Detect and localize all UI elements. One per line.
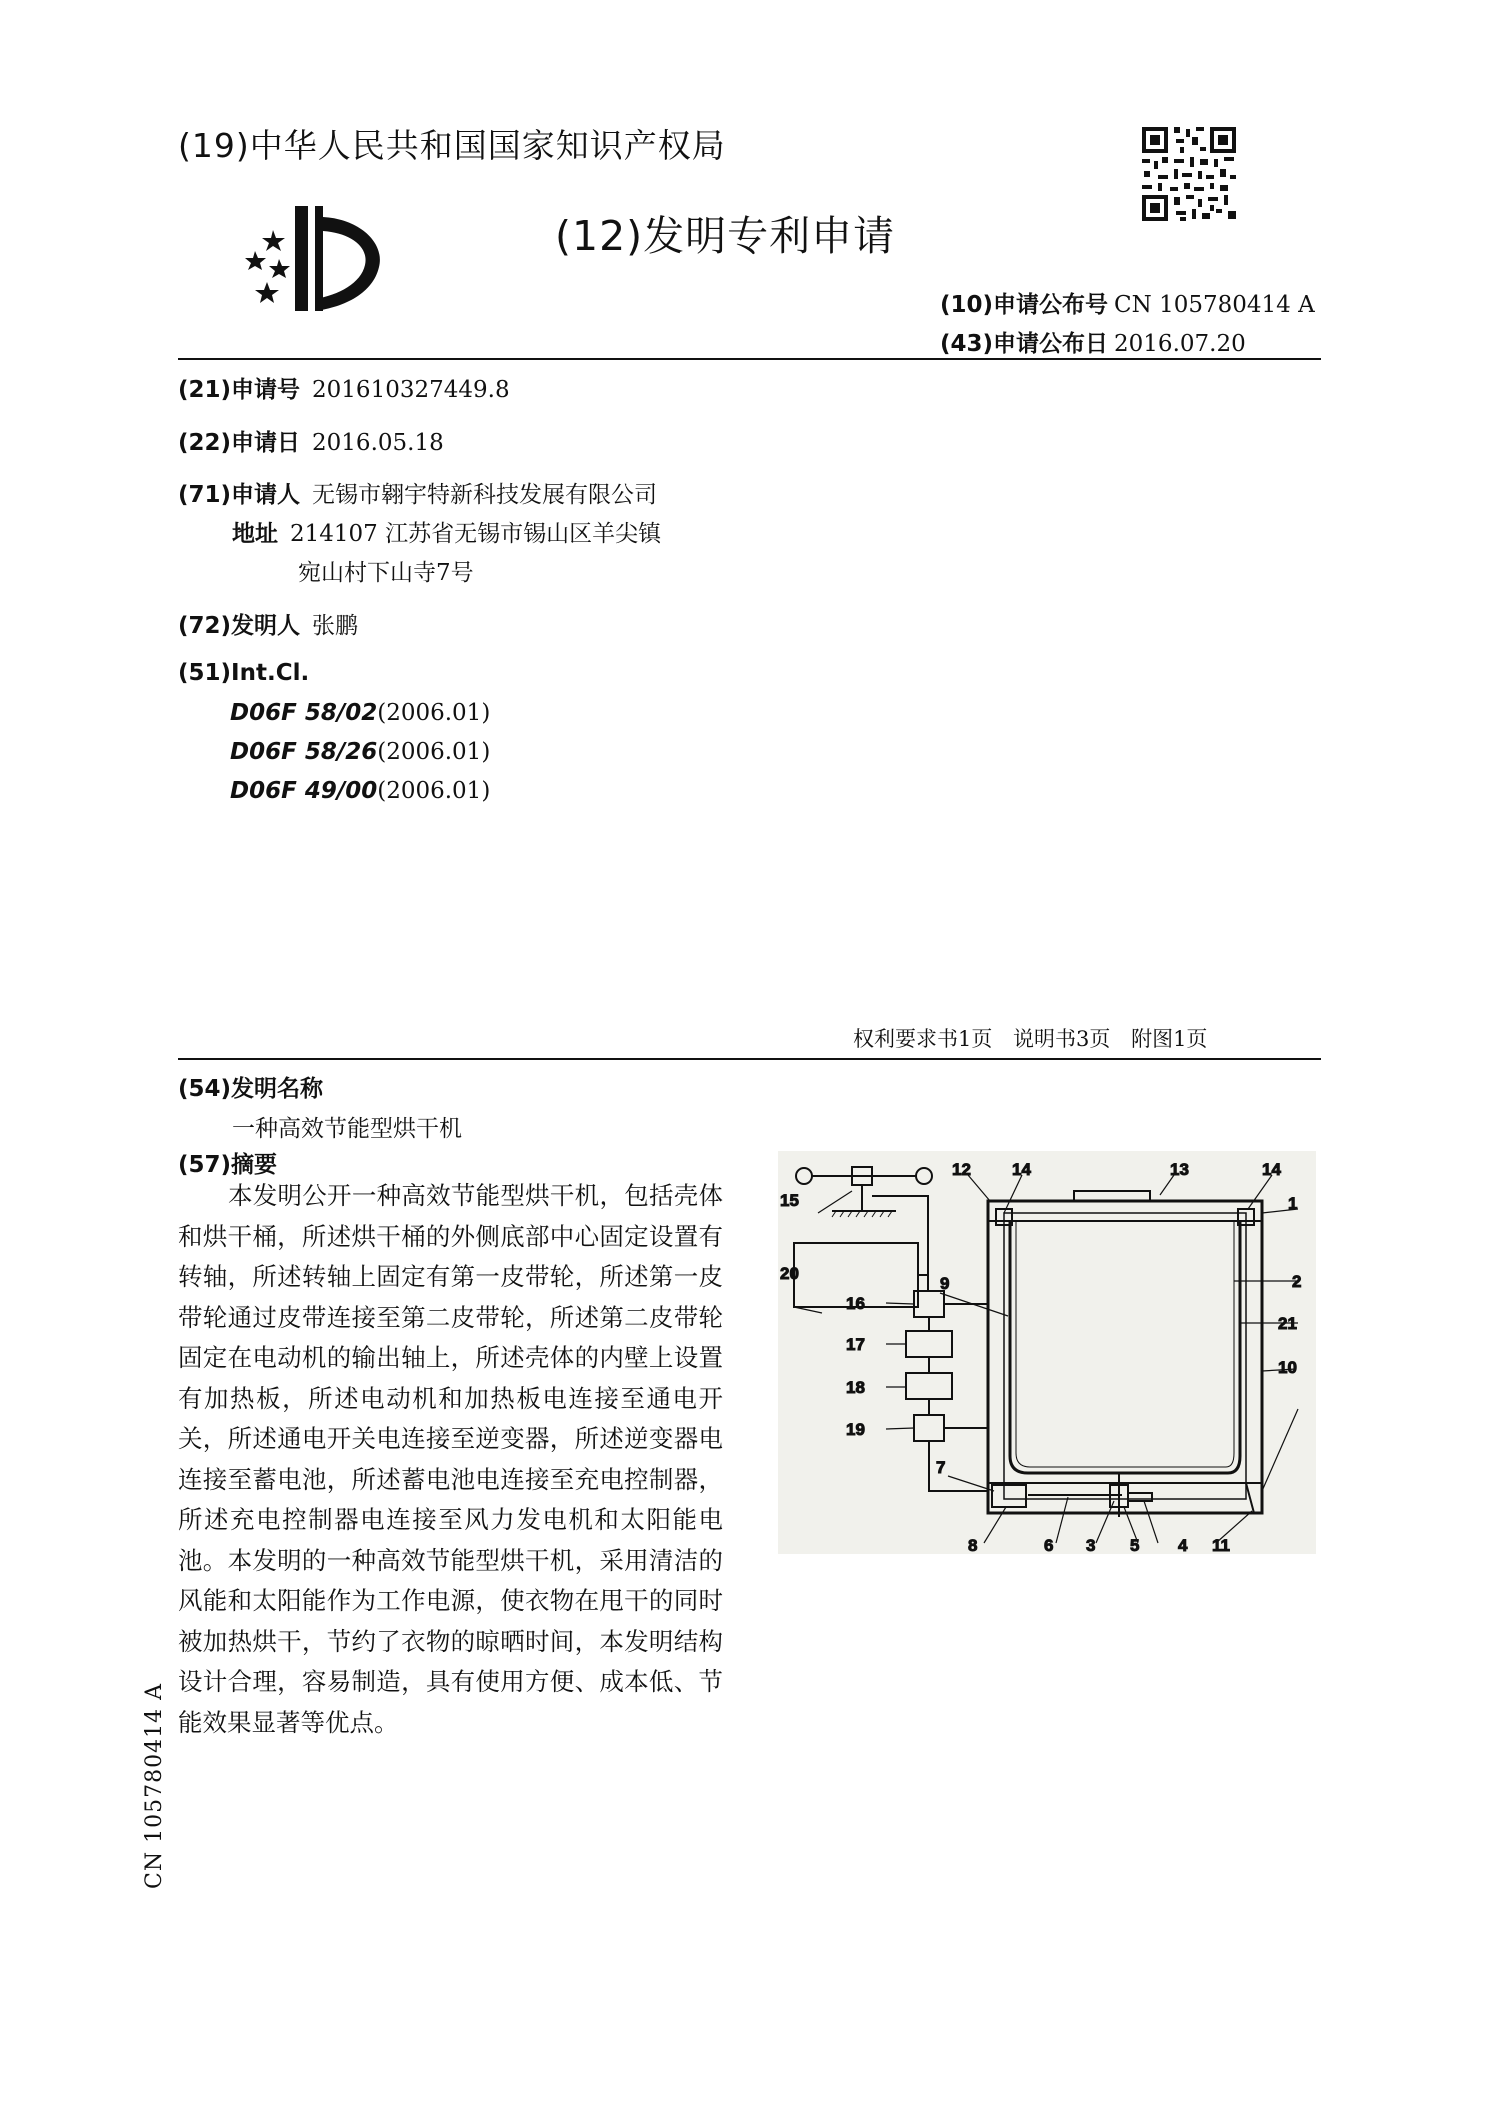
- abstract-figure: [778, 1151, 1316, 1554]
- address-label: 地址: [232, 521, 278, 547]
- figure-label: 21: [1278, 1314, 1297, 1333]
- classification-code: D06F 58/02: [230, 700, 378, 726]
- application-number: 201610327449.8: [312, 377, 510, 403]
- inventor: 张鹏: [312, 613, 359, 639]
- address-line-1: 214107 江苏省无锡市锡山区羊尖镇: [290, 521, 662, 547]
- figure-label: 12: [952, 1160, 971, 1179]
- invention-title: 一种高效节能型烘干机: [232, 1116, 462, 1142]
- address-row: [232, 515, 661, 548]
- int-cl-label: (51)Int.Cl.: [178, 660, 310, 686]
- figure-label: 17: [846, 1335, 865, 1354]
- applicant: 无锡市翱宇特新科技发展有限公司: [312, 482, 658, 508]
- figure-label: 1: [1288, 1194, 1298, 1213]
- applicant-label: (71)申请人: [178, 482, 301, 508]
- classification-row: [230, 778, 490, 804]
- title-label: (54)发明名称: [178, 1076, 324, 1102]
- classification-version: (2006.01): [377, 778, 491, 804]
- drying-drum: [1010, 1221, 1240, 1473]
- qr-code: [1140, 125, 1238, 223]
- abstract-label: (57)摘要: [178, 1152, 278, 1178]
- housing: [988, 1201, 1262, 1513]
- figure-label: 13: [1170, 1160, 1189, 1179]
- wind-turbine-drawing: [796, 1167, 932, 1291]
- address-row-2: [298, 554, 474, 587]
- classification-code: D06F 58/26: [230, 739, 378, 765]
- int-cl-row: [178, 660, 309, 686]
- publication-number-label: (10)申请公布号: [940, 292, 1109, 318]
- application-number-label: (21)申请号: [178, 377, 301, 403]
- filing-date: 2016.05.18: [312, 430, 444, 456]
- abstract-text: 本发明公开一种高效节能型烘干机，包括壳体和烘干桶，所述烘干桶的外侧底部中心固定设置有转轴，所述转轴上固定有第一皮带轮，所述第一皮带轮通过皮带连接至第二皮带轮，所述第二皮带轮固定在电动机的输出轴上，所述壳体的内壁上设置有加热板，所述电动机和加热板电连接至通电开关，所述通电开关电连接至逆变器，所述逆变器电连接至蓄电池，所述蓄电池电连接至充电控制器，所述充电控制器电连接至风力发电机和太阳能电池。本发明的一种高效节能型烘干机，采用清洁的风能和太阳能作为工作电源，使衣物在甩干的同时被加热烘干，节约了衣物的晾晒时间，本发明结构设计合理，容易制造，具有使用方便、成本低、节能效果显著等优点。: [178, 1181, 723, 1737]
- figure-label: 7: [936, 1458, 946, 1477]
- address-line-2: 宛山村下山寺7号: [298, 560, 474, 586]
- document-type: (12)发明专利申请: [555, 212, 896, 260]
- figure-label: 4: [1178, 1536, 1188, 1554]
- publication-number: CN 105780414 A: [1114, 292, 1315, 318]
- figure-label: 10: [1278, 1358, 1297, 1377]
- section-divider: [178, 1058, 1321, 1060]
- figure-label: 6: [1044, 1536, 1054, 1554]
- publication-date-row: [940, 325, 1246, 358]
- publication-date-label: (43)申请公布日: [940, 331, 1109, 357]
- header-divider: [178, 358, 1321, 360]
- figure-label: 11: [1212, 1536, 1230, 1554]
- classification-code: D06F 49/00: [230, 778, 378, 804]
- figure-label: 9: [940, 1274, 950, 1293]
- figure-label: 16: [846, 1294, 865, 1313]
- figure-label: 3: [1086, 1536, 1096, 1554]
- publication-number-row: [940, 286, 1315, 319]
- side-publication-number: CN 105780414 A: [142, 1683, 167, 1889]
- figure-label: 8: [968, 1536, 978, 1554]
- figure-label: 18: [846, 1378, 865, 1397]
- page-counts: 权利要求书1页 说明书3页 附图1页: [853, 1027, 1208, 1051]
- filing-date-label: (22)申请日: [178, 430, 301, 456]
- inventor-row: [178, 607, 358, 640]
- classification-row: [230, 739, 490, 765]
- figure-label: 20: [780, 1264, 799, 1283]
- classification-row: [230, 700, 490, 726]
- applicant-row: [178, 476, 657, 509]
- cnipa-logo: [245, 203, 395, 318]
- filing-date-row: [178, 424, 444, 457]
- inventor-label: (72)发明人: [178, 613, 301, 639]
- control-units: [906, 1291, 988, 1491]
- figure-label: 19: [846, 1420, 865, 1439]
- application-number-row: [178, 371, 510, 404]
- figure-label: 15: [780, 1191, 799, 1210]
- figure-label: 2: [1292, 1272, 1302, 1291]
- classification-version: (2006.01): [377, 700, 491, 726]
- figure-label: 14: [1262, 1160, 1281, 1179]
- classification-version: (2006.01): [377, 739, 491, 765]
- figure-label: 5: [1130, 1536, 1140, 1554]
- publication-date: 2016.07.20: [1114, 331, 1246, 357]
- figure-label: 14: [1012, 1160, 1031, 1179]
- office-name: (19)中华人民共和国国家知识产权局: [178, 126, 726, 165]
